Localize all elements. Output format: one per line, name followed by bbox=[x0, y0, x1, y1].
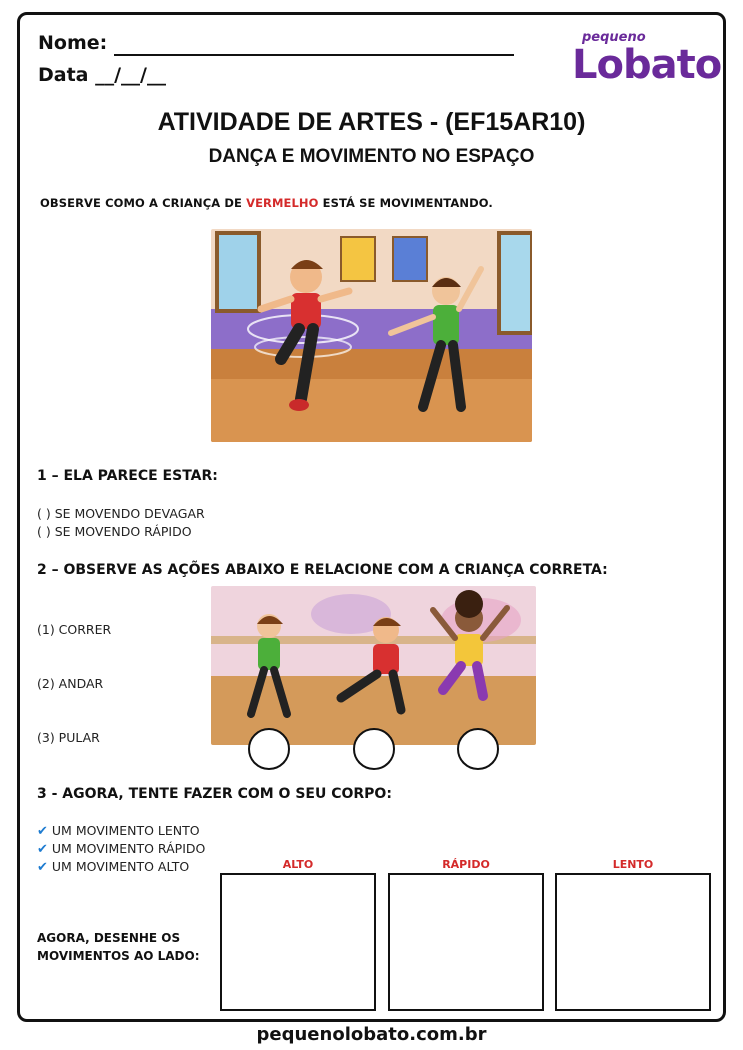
question-3-title: 3 - AGORA, TENTE FAZER COM O SEU CORPO: bbox=[37, 786, 392, 802]
draw-prompt-line-1: AGORA, DESENHE OS bbox=[37, 931, 181, 945]
q3-item-high-text: UM MOVIMENTO ALTO bbox=[51, 859, 190, 874]
draw-box-fast[interactable] bbox=[388, 873, 544, 1011]
q1-option-slow[interactable]: ( ) SE MOVENDO DEVAGAR bbox=[37, 506, 205, 521]
q3-item-slow-text: UM MOVIMENTO LENTO bbox=[51, 823, 200, 838]
q3-item-high bbox=[37, 859, 189, 875]
page-subtitle: DANÇA E MOVIMENTO NO ESPAÇO bbox=[208, 146, 535, 167]
instruction-before: OBSERVE COMO A CRIANÇA DE bbox=[40, 196, 247, 210]
question-2-title: 2 – OBSERVE AS AÇÕES ABAIXO E RELACIONE COM A CRIANÇA CORRETA: bbox=[37, 562, 608, 578]
q2-action-jump: (3) PULAR bbox=[37, 730, 100, 745]
check-mark-icon: ✔ bbox=[37, 842, 48, 857]
box-label-high: ALTO bbox=[282, 858, 314, 871]
question-1-title: 1 – ELA PARECE ESTAR: bbox=[37, 468, 218, 484]
instruction-text bbox=[40, 196, 493, 210]
dance-illustration bbox=[211, 229, 532, 442]
logo-small-text: pequeno bbox=[582, 30, 646, 45]
answer-circle-1[interactable] bbox=[248, 728, 290, 770]
q3-item-fast-text: UM MOVIMENTO RÁPIDO bbox=[51, 841, 206, 856]
instruction-after: ESTÁ SE MOVIMENTANDO. bbox=[318, 196, 493, 210]
name-field[interactable] bbox=[38, 32, 514, 56]
draw-box-high[interactable] bbox=[220, 873, 376, 1011]
box-label-fast: RÁPIDO bbox=[442, 858, 490, 871]
footer-url: pequenolobato.com.br bbox=[256, 1024, 487, 1045]
q2-action-run: (1) CORRER bbox=[37, 622, 112, 637]
q3-item-fast bbox=[37, 841, 205, 857]
check-mark-icon: ✔ bbox=[37, 824, 48, 839]
logo-big-text: Lobato bbox=[572, 42, 722, 88]
answer-circle-2[interactable] bbox=[353, 728, 395, 770]
q2-action-walk: (2) ANDAR bbox=[37, 676, 104, 691]
page-title: ATIVIDADE DE ARTES - (EF15AR10) bbox=[157, 108, 586, 136]
draw-prompt-line-2: MOVIMENTOS AO LADO: bbox=[37, 949, 200, 963]
q3-item-slow bbox=[37, 823, 200, 839]
date-field[interactable]: Data __/__/__ bbox=[38, 64, 166, 86]
answer-circle-3[interactable] bbox=[457, 728, 499, 770]
name-blank-line[interactable] bbox=[114, 32, 514, 56]
draw-box-slow[interactable] bbox=[555, 873, 711, 1011]
box-label-slow: LENTO bbox=[612, 858, 654, 871]
instruction-highlight: VERMELHO bbox=[246, 196, 319, 210]
check-mark-icon: ✔ bbox=[37, 860, 48, 875]
pequeno-lobato-logo bbox=[572, 28, 722, 92]
q1-option-fast[interactable]: ( ) SE MOVENDO RÁPIDO bbox=[37, 524, 192, 539]
name-label: Nome: bbox=[38, 32, 108, 54]
children-moving-illustration bbox=[211, 586, 536, 745]
